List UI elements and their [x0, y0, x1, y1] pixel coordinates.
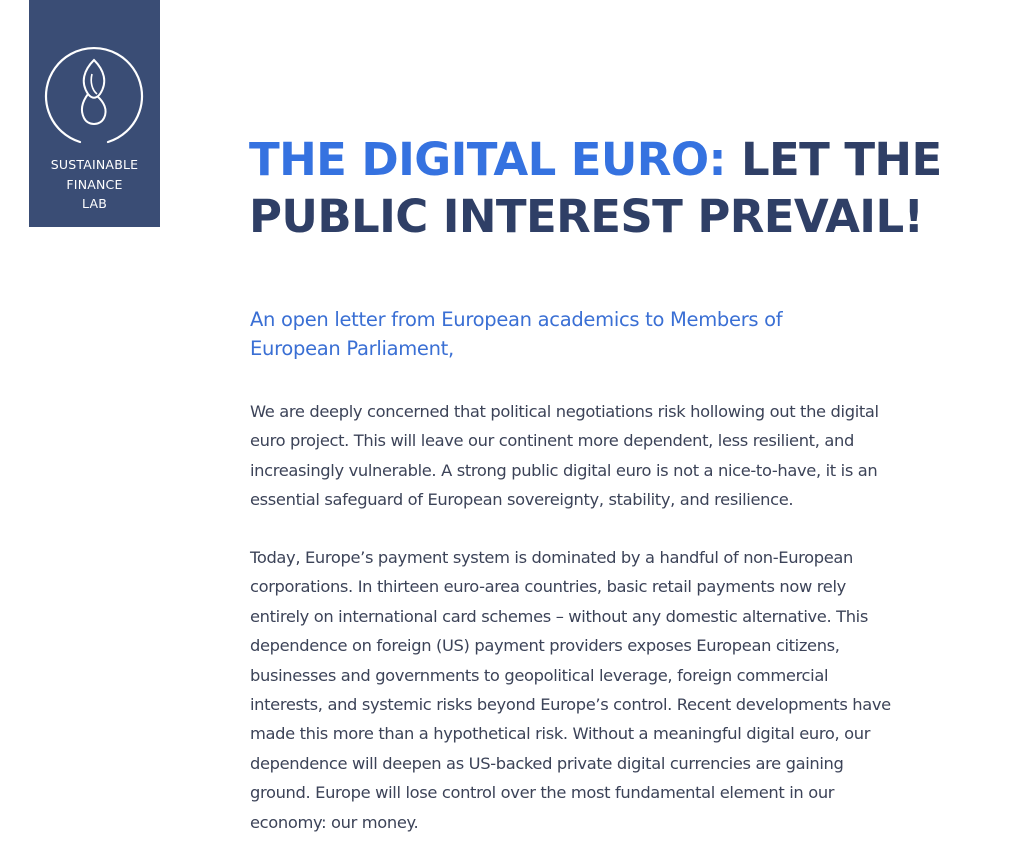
logo-line: FINANCE — [66, 176, 123, 192]
paragraph-line: entirely on international card schemes – without any domestic alternative. This — [250, 606, 868, 626]
leaf-infinity-circle-icon — [42, 44, 146, 148]
title-line-2: PUBLIC INTEREST PREVAIL! — [249, 190, 924, 243]
logo-text — [29, 155, 160, 214]
paragraph-line: corporations. In thirteen euro-area countries, basic retail payments now rely — [250, 577, 846, 597]
paragraph-line: made this more than a hypothetical risk. Without a meaningful digital euro, our — [250, 724, 871, 744]
subtitle-line: An open letter from European academics to Members of — [250, 308, 783, 331]
paragraph-2 — [250, 543, 891, 837]
paragraph-line: Today, Europe’s payment system is dominated by a handful of non-European — [250, 548, 854, 567]
paragraph-line: ground. Europe will lose control over the most fundamental element in our — [250, 783, 835, 803]
paragraph-line: economy: our money. — [250, 812, 419, 832]
paragraph-line: dependence on foreign (US) payment providers exposes European citizens, — [250, 636, 840, 656]
paragraph-line: We are deeply concerned that political negotiations risk hollowing out the digital — [250, 402, 879, 421]
paragraph-line: essential safeguard of European sovereignty, stability, and resilience. — [250, 490, 794, 510]
page-title — [249, 131, 942, 245]
paragraph-line: businesses and governments to geopolitical leverage, foreign commercial — [250, 665, 829, 685]
title-rest: LET THE — [725, 133, 942, 186]
logo-line: LAB — [82, 196, 107, 211]
paragraph-line: dependence will deepen as US-backed private digital currencies are gaining — [250, 753, 844, 773]
sustainable-finance-lab-logo — [29, 0, 160, 227]
letter-subtitle — [250, 305, 782, 363]
paragraph-line: euro project. This will leave our continent more dependent, less resilient, and — [250, 431, 854, 451]
title-accent: THE DIGITAL EURO: — [249, 133, 726, 186]
logo-line: SUSTAINABLE — [50, 157, 139, 172]
paragraph-1 — [250, 397, 879, 515]
paragraph-line: increasingly vulnerable. A strong public digital euro is not a nice-to-have, it is an — [250, 460, 878, 480]
paragraph-line: interests, and systemic risks beyond Europe’s control. Recent developments have — [250, 695, 891, 715]
subtitle-line: European Parliament, — [250, 337, 454, 360]
